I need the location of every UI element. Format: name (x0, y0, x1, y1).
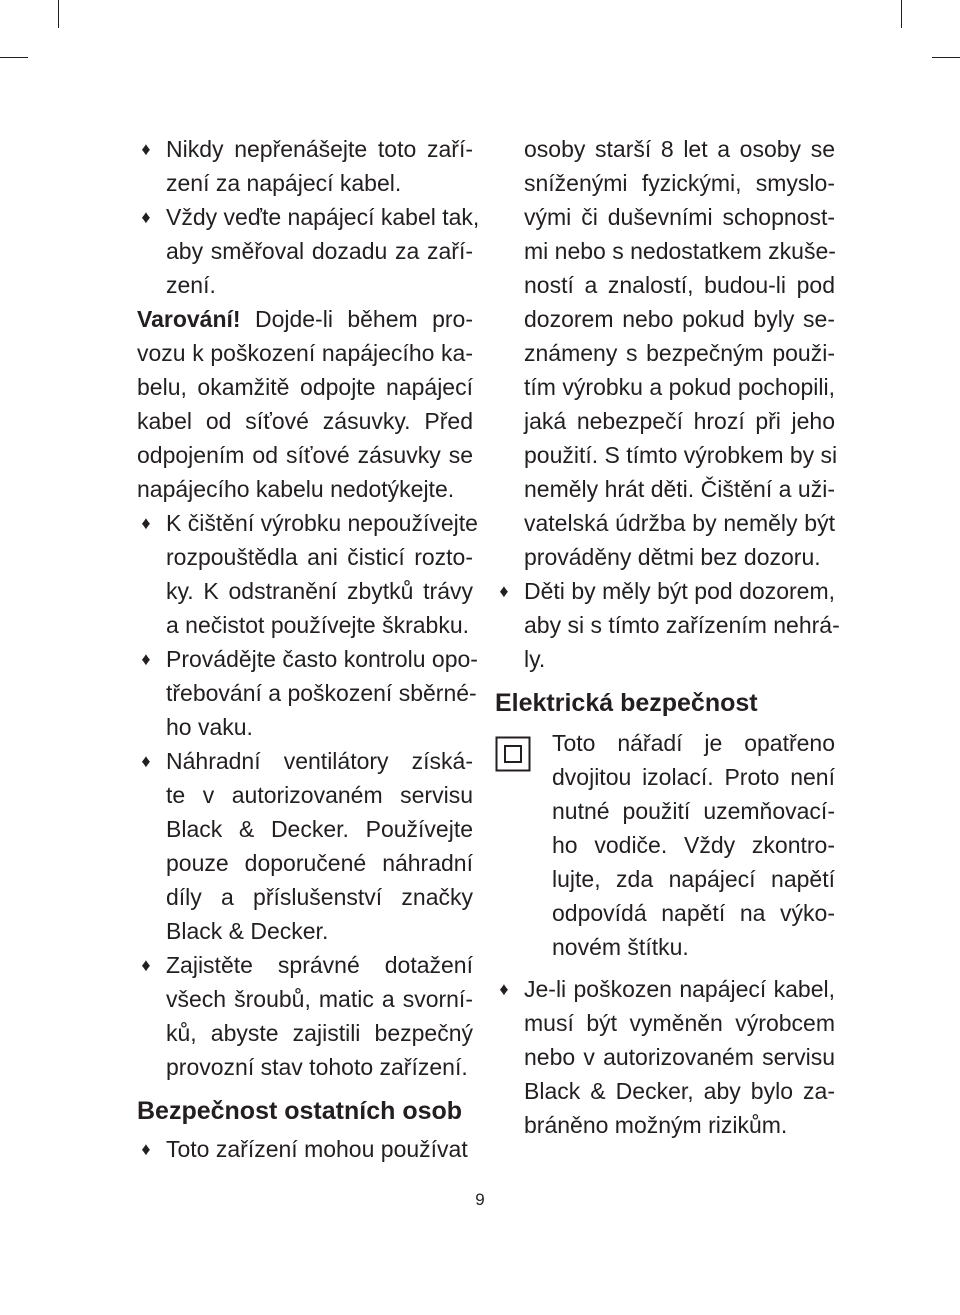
bullet-marker: ♦ (141, 649, 151, 669)
bullet-marker: ♦ (141, 955, 151, 975)
text-line: Provádějte často kontrolu opo- (166, 646, 478, 672)
crop-mark (932, 57, 960, 58)
text-line: osoby starší 8 let a osoby se (524, 136, 835, 162)
bullet-marker: ♦ (141, 139, 151, 159)
text-line: Náhradní ventilátory získá- (166, 748, 473, 774)
text-line: lujte, zda napájecí napětí (552, 866, 835, 892)
text-line: pouze doporučené náhradní (166, 850, 473, 876)
bullet-marker: ♦ (141, 207, 151, 227)
text-line: sníženými fyzickými, smyslo- (524, 170, 835, 196)
text-line: aby směřoval dozadu za zaří- (166, 238, 473, 264)
crop-mark (0, 57, 28, 58)
text-line: nebo v autorizovaném servisu (524, 1044, 835, 1070)
warning-text: Dojde-li během pro- (240, 306, 473, 332)
page-number: 9 (475, 1190, 485, 1209)
bullet-marker: ♦ (499, 979, 509, 999)
text-line: odpovídá napětí na výko- (552, 900, 835, 926)
text-line: neměly hrát děti. Čištění a uži- (524, 476, 835, 502)
text-line: ností a znalostí, budou-li pod (524, 272, 835, 298)
text-line: dozorem nebo pokud byly se- (524, 306, 835, 332)
text-line: mi nebo s nedostatkem zkuše- (524, 238, 836, 264)
text-line: Toto nářadí je opatřeno (552, 730, 835, 756)
text-line: ky. K odstranění zbytků trávy (166, 578, 473, 604)
text-line: a nečistot používejte škrabku. (166, 612, 469, 638)
text-line: známeny s bezpečným použi- (524, 340, 835, 366)
bullet-marker: ♦ (499, 581, 509, 601)
text-line: rozpouštědla ani čisticí rozto- (166, 544, 473, 570)
text-line: tím výrobku a pokud pochopili, (524, 374, 835, 400)
text-line: ly. (524, 646, 546, 672)
text-line: Toto zařízení mohou používat (166, 1136, 468, 1162)
left-column (137, 132, 480, 1172)
text-line: Black & Decker. Používejte (166, 816, 473, 842)
crop-mark (58, 0, 59, 28)
text-line: Nikdy nepřenášejte toto zaří- (166, 136, 473, 162)
text-line: Zajistěte správné dotažení (166, 952, 473, 978)
text-line: K čištění výrobku nepoužívejte (166, 510, 478, 536)
text-line: zení. (166, 272, 216, 298)
bullet-marker: ♦ (141, 1139, 151, 1159)
bullet-marker: ♦ (141, 513, 151, 533)
double-insulation-icon (495, 736, 531, 772)
text-line: te v autorizovaném servisu (166, 782, 473, 808)
text-line: třebování a poškození sběrné- (166, 680, 477, 706)
right-column (495, 132, 840, 1172)
text-line: ků, abyste zajistili bezpečný (166, 1020, 473, 1046)
text-line: Black & Decker, aby bylo za- (524, 1078, 835, 1104)
text-line: kabel od síťové zásuvky. Před (137, 408, 473, 434)
text-line: ho vodiče. Vždy zkontro- (552, 832, 835, 858)
text-line: dvojitou izolací. Proto není (552, 764, 835, 790)
text-line: Vždy veďte napájecí kabel tak, (166, 204, 480, 230)
crop-mark (901, 0, 902, 28)
section-heading: Elektrická bezpečnost (495, 689, 758, 717)
text-line (137, 302, 473, 336)
text-line: belu, okamžitě odpojte napájecí (137, 374, 473, 400)
text-line: bráněno možným rizikům. (524, 1112, 788, 1138)
text-line: zení za napájecí kabel. (166, 170, 402, 196)
text-line: všech šroubů, matic a svorní- (166, 986, 473, 1012)
text-line: napájecího kabelu nedotýkejte. (137, 476, 455, 502)
text-line: novém štítku. (552, 934, 689, 960)
text-line: díly a příslušenství značky (166, 884, 473, 910)
text-line: musí být vyměněn výrobcem (524, 1010, 835, 1036)
warning-label: Varování! (137, 306, 241, 332)
text-line: Je-li poškozen napájecí kabel, (524, 976, 835, 1002)
text-line: aby si s tímto zařízením nehrá- (524, 612, 840, 638)
text-line: Děti by měly být pod dozorem, (524, 578, 835, 604)
text-line: Black & Decker. (166, 918, 329, 944)
text-line: nutné použití uzemňovací- (552, 798, 835, 824)
bullet-marker: ♦ (141, 751, 151, 771)
text-line: vozu k poškození napájecího ka- (137, 340, 473, 366)
section-heading: Bezpečnost ostatních osob (137, 1097, 463, 1125)
text-line: jaká nebezpečí hrozí při jeho (524, 408, 835, 434)
text-line: odpojením od síťové zásuvky se (137, 442, 473, 468)
text-line: provozní stav tohoto zařízení. (166, 1054, 468, 1080)
text-line: vými či duševními schopnost- (524, 204, 835, 230)
text-line: ho vaku. (166, 714, 253, 740)
text-line: použití. S tímto výrobkem by si (524, 442, 838, 468)
text-line: prováděny dětmi bez dozoru. (524, 544, 821, 570)
text-line: vatelská údržba by neměly být (524, 510, 835, 536)
